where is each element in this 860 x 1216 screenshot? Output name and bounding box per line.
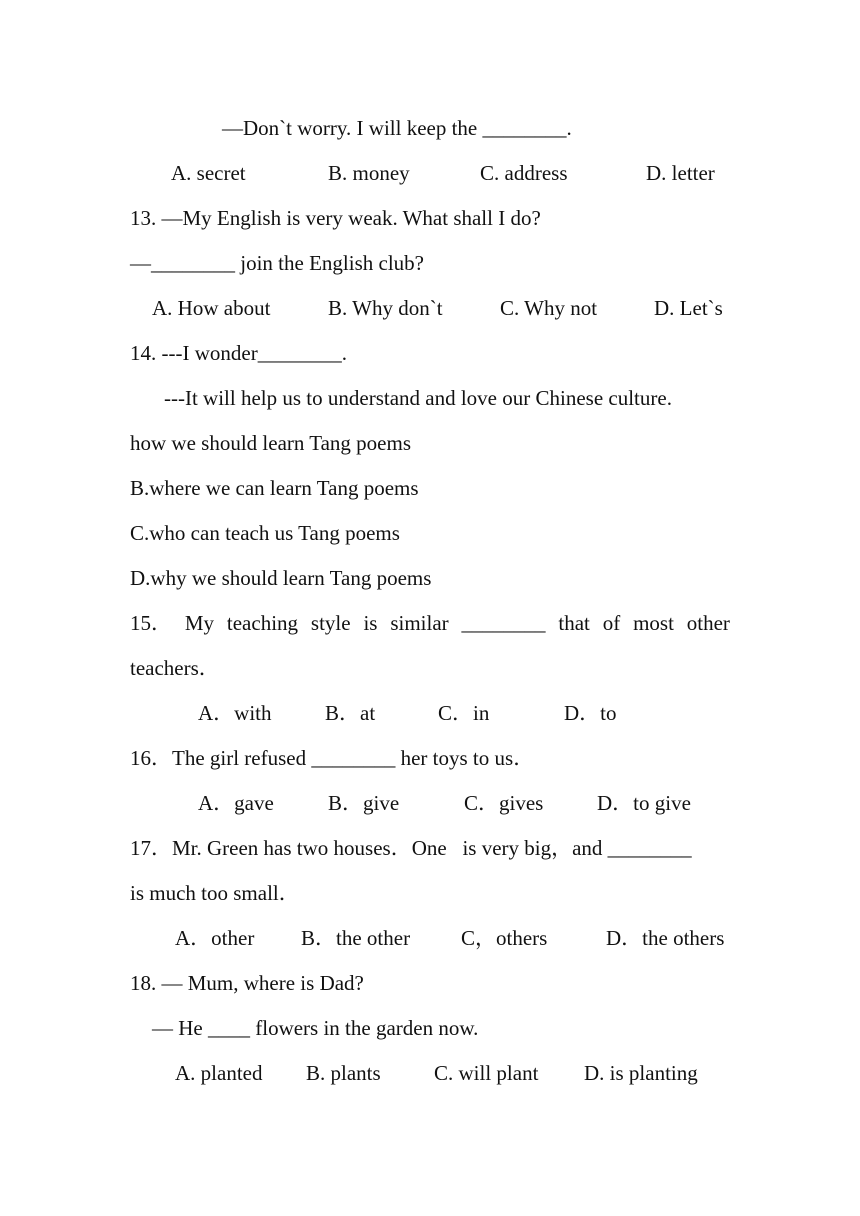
q15-word: similar (390, 611, 449, 635)
q12-option-b: B. money (328, 161, 410, 185)
q14-option-a: how we should learn Tang poems (130, 431, 412, 455)
q15-option-d: D．to (564, 701, 617, 725)
q17-option-a: A．other (175, 926, 255, 950)
q15-word: 15． (130, 611, 172, 635)
q13-option-a: A. How about (152, 296, 271, 320)
q18-option-b: B. plants (306, 1061, 381, 1085)
q12-option-a: A. secret (171, 161, 246, 185)
q13-option-b: B. Why don`t (328, 296, 443, 320)
q15-word: My (184, 611, 215, 635)
q17-question-cont: is much too small． (130, 881, 300, 905)
q17-option-c: C，others (461, 926, 548, 950)
q15-option-c: C．in (438, 701, 490, 725)
q18-response: — He ____ flowers in the garden now. (152, 1016, 479, 1040)
q14-question: 14. ---I wonder________. (130, 341, 347, 365)
q12-option-c: C. address (480, 161, 568, 185)
q15-word: other (686, 611, 730, 635)
q14-option-b: B.where we can learn Tang poems (130, 476, 419, 500)
q17-question: 17．Mr. Green has two houses．One is very big，and ________ (130, 836, 692, 860)
q18-option-d: D. is planting (584, 1061, 698, 1085)
q18-question: 18. — Mum, where is Dad? (130, 971, 364, 995)
q15-word: most (633, 611, 674, 635)
q15-word: of (602, 611, 621, 635)
q16-question: 16．The girl refused ________ her toys to us． (130, 746, 535, 770)
q17-option-d: D．the others (606, 926, 725, 950)
q15-word: is (363, 611, 378, 635)
q13-question: 13. —My English is very weak. What shall I do? (130, 206, 541, 230)
q14-option-c: C.who can teach us Tang poems (130, 521, 400, 545)
q14-response: ---It will help us to understand and love our Chinese culture. (164, 386, 672, 410)
q15-blank: ________ (461, 611, 546, 635)
q13-response: —________ join the English club? (130, 251, 424, 275)
q15-option-b: B．at (325, 701, 376, 725)
q15-option-a: A．with (198, 701, 272, 725)
q18-option-a: A. planted (175, 1061, 263, 1085)
q18-option-c: C. will plant (434, 1061, 539, 1085)
q15-word: that (558, 611, 590, 635)
q16-option-d: D．to give (597, 791, 691, 815)
q12-response: —Don`t worry. I will keep the ________. (222, 116, 572, 140)
q16-option-b: B．give (328, 791, 400, 815)
q16-option-c: C．gives (464, 791, 544, 815)
q13-option-c: C. Why not (500, 296, 598, 320)
q14-option-d: D.why we should learn Tang poems (130, 566, 432, 590)
q16-option-a: A．gave (198, 791, 274, 815)
q12-option-d: D. letter (646, 161, 715, 185)
q17-option-b: B．the other (301, 926, 411, 950)
q15-word: style (310, 611, 351, 635)
q15-word: teaching (226, 611, 299, 635)
q15-question (130, 608, 730, 638)
q15-question-cont: teachers． (130, 656, 220, 680)
q13-option-d: D. Let`s (654, 296, 723, 320)
